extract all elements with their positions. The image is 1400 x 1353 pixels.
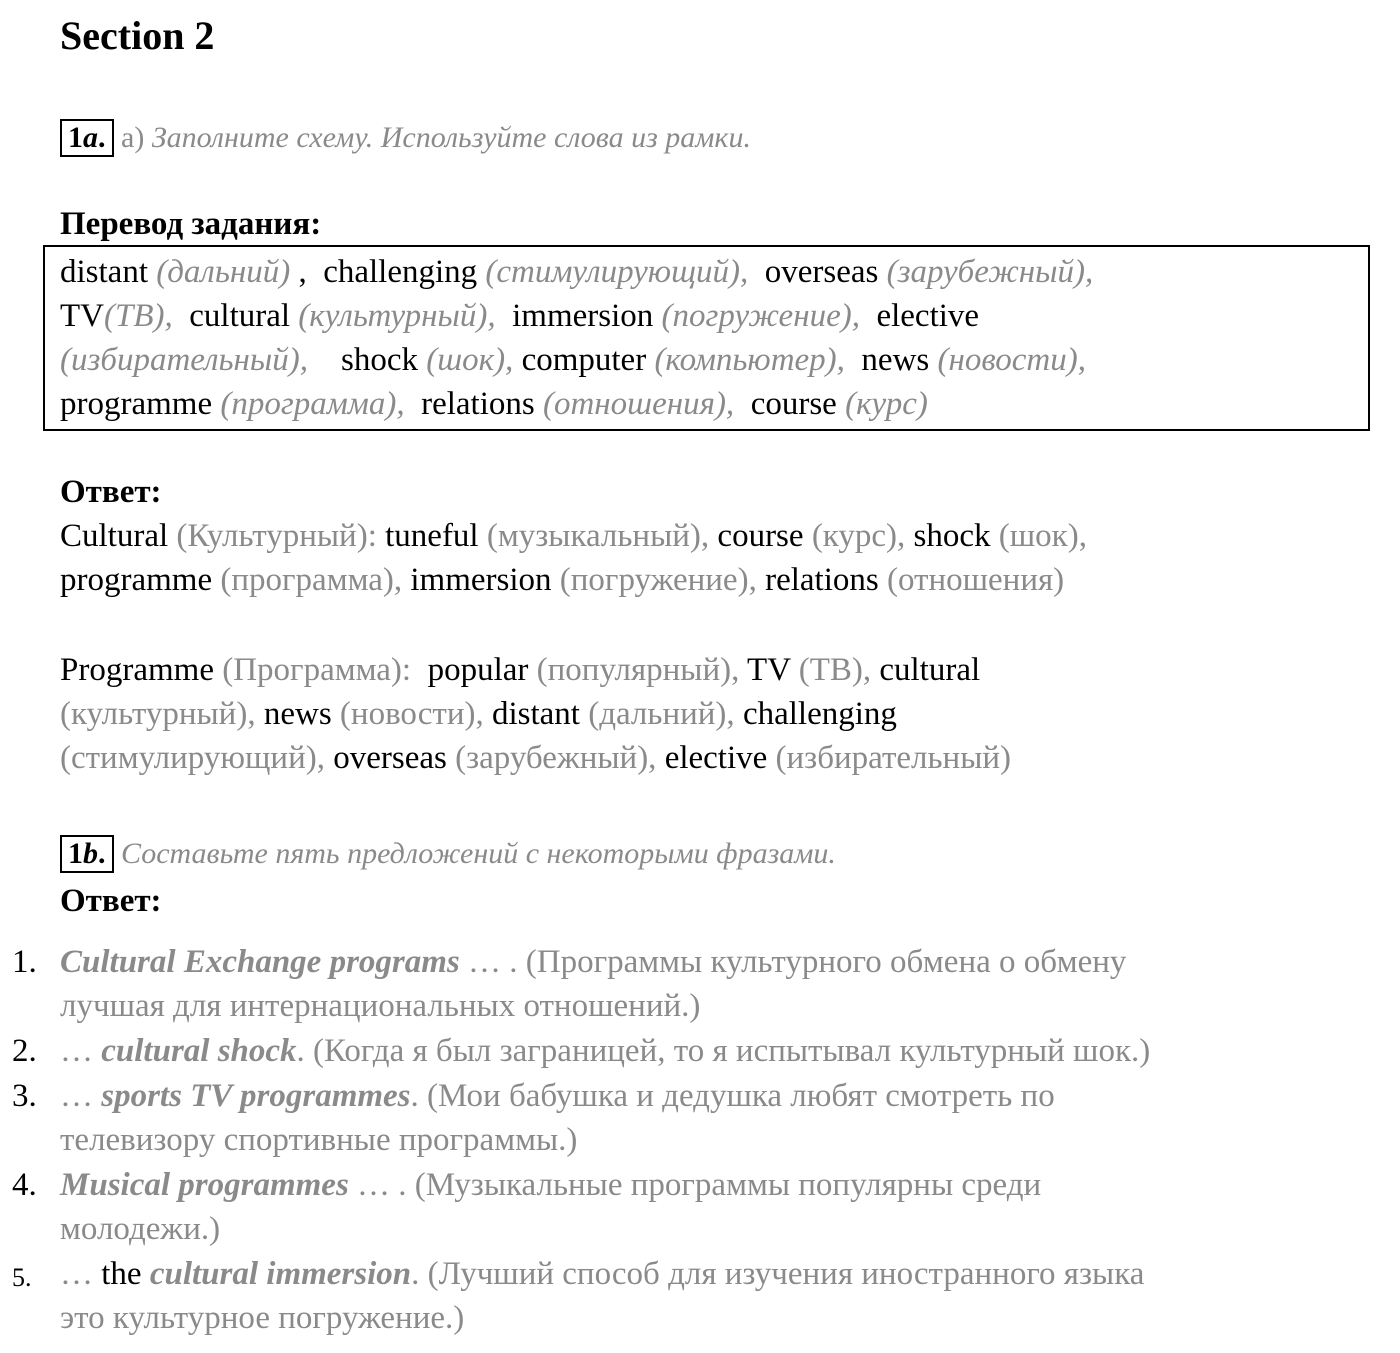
ellipsis: … xyxy=(60,1078,102,1114)
programme-answer-line-3 xyxy=(60,736,1011,780)
list-item-continuation: молодежи.) xyxy=(60,1211,221,1247)
word-box-line-1 xyxy=(60,250,1093,294)
sentence-text: . (Мои бабушка и дедушка любят смотреть по xyxy=(410,1078,1055,1114)
word-en: news xyxy=(861,342,930,378)
word-en: immersion xyxy=(512,298,654,334)
answer-word-en: tuneful xyxy=(385,518,479,554)
group-head-en: Programme xyxy=(60,652,214,688)
article-the: the xyxy=(101,1256,150,1292)
answer-heading-1a: Ответ: xyxy=(60,474,162,510)
word-en: course xyxy=(750,386,837,422)
answer-heading-1b: Ответ: xyxy=(60,883,162,919)
word-ru: (дальний) xyxy=(156,254,291,290)
list-number: 1. xyxy=(12,944,37,980)
list-item-continuation: телевизору спортивные программы.) xyxy=(60,1122,578,1158)
answer-word-ru: (курс), xyxy=(811,518,906,554)
word-ru: (отношения), xyxy=(542,386,735,422)
word-en: overseas xyxy=(764,254,879,290)
answer-word-en: shock xyxy=(913,518,991,554)
answer-word-ru: (стимулирующий), xyxy=(60,740,325,776)
list-item xyxy=(60,1252,1144,1296)
word-box-line-2 xyxy=(60,294,979,338)
sentence-text: … . (Программы культурного обмена о обмену xyxy=(459,944,1127,980)
word-ru: (новости), xyxy=(937,342,1086,378)
word-en: elective xyxy=(876,298,980,334)
answer-word-ru: (шок), xyxy=(998,518,1087,554)
exercise-1b-instruction: Составьте пять предложений с некоторыми фразами. xyxy=(121,837,836,870)
exercise-1b-header xyxy=(60,834,836,874)
sentence-text: . (Лучший способ для изучения иностранного языка xyxy=(411,1256,1145,1292)
word-en: computer xyxy=(521,342,647,378)
exercise-label-1a: 1a. xyxy=(60,119,114,157)
word-en: cultural xyxy=(189,298,291,334)
answer-word-en: elective xyxy=(664,740,768,776)
ellipsis: … xyxy=(60,1256,102,1292)
word-ru: (стимулирующий), xyxy=(485,254,749,290)
answer-word-en: relations xyxy=(765,562,879,598)
answer-word-ru: (погружение), xyxy=(559,562,757,598)
answer-word-en: distant xyxy=(491,696,580,732)
sentence-text: . (Когда я был заграницей, то я испытывал культурный шок.) xyxy=(296,1033,1151,1069)
answer-word-en: programme xyxy=(60,562,213,598)
programme-answer-line-1 xyxy=(60,648,980,692)
instruction-prefix: a) xyxy=(121,121,145,154)
answer-word-ru: (избирательный) xyxy=(775,740,1012,776)
answer-word-ru: (музыкальный), xyxy=(486,518,710,554)
list-item-continuation: это культурное погружение.) xyxy=(60,1300,465,1336)
answer-word-ru: (популярный), xyxy=(536,652,740,688)
list-item xyxy=(60,1074,1055,1118)
answer-word-ru: (зарубежный), xyxy=(455,740,657,776)
word-en: relations xyxy=(421,386,535,422)
answer-word-ru: (ТВ), xyxy=(798,652,872,688)
answer-word-en: immersion xyxy=(410,562,552,598)
key-phrase: sports TV programmes xyxy=(101,1078,411,1114)
word-ru: (компьютер), xyxy=(654,342,845,378)
cultural-answer-line-2 xyxy=(60,558,1064,602)
page-title: Section 2 xyxy=(60,13,215,58)
answer-word-ru: (новости), xyxy=(339,696,484,732)
answer-word-ru: (отношения) xyxy=(886,562,1065,598)
group-head-ru: (Программа): xyxy=(222,652,412,688)
word-ru: (культурный), xyxy=(298,298,496,334)
list-number: 3. xyxy=(12,1078,37,1114)
list-item-continuation: лучшая для интернациональных отношений.) xyxy=(60,988,701,1024)
key-phrase: Musical programmes xyxy=(60,1167,349,1203)
key-phrase: Cultural Exchange programs xyxy=(60,944,460,980)
key-phrase: cultural shock xyxy=(101,1033,297,1069)
list-item xyxy=(60,940,1126,984)
group-head-en: Cultural xyxy=(60,518,169,554)
answer-word-en: TV xyxy=(747,652,791,688)
answer-word-ru: (культурный), xyxy=(60,696,256,732)
word-en: challenging xyxy=(323,254,478,290)
word-ru: (шок), xyxy=(426,342,514,378)
word-box-line-4 xyxy=(60,382,928,426)
list-number: 4. xyxy=(12,1167,37,1203)
word-ru: (курс) xyxy=(845,386,928,422)
list-number: 5. xyxy=(12,1263,32,1292)
exercise-1a-instruction: Заполните схему. Используйте слова из рамки. xyxy=(151,121,751,154)
word-en: programme xyxy=(60,386,213,422)
word-ru: (ТВ), xyxy=(104,298,173,334)
word-ru: (избирательный), xyxy=(60,342,308,378)
answer-word-en: challenging xyxy=(742,696,897,732)
cultural-answer-line-1 xyxy=(60,514,1087,558)
answer-word-en: cultural xyxy=(879,652,981,688)
sentence-text: … . (Музыкальные программы популярны среди xyxy=(348,1167,1042,1203)
answer-word-en: course xyxy=(717,518,804,554)
word-ru: (программа), xyxy=(220,386,405,422)
word-en: distant xyxy=(60,254,148,290)
answer-word-en: overseas xyxy=(333,740,447,776)
programme-answer-line-2 xyxy=(60,692,897,736)
answer-word-ru: (дальний), xyxy=(588,696,735,732)
list-item xyxy=(60,1029,1150,1073)
answer-word-en: news xyxy=(263,696,332,732)
word-box-line-3 xyxy=(60,338,1086,382)
word-separator: , xyxy=(290,254,307,290)
word-ru: (погружение), xyxy=(661,298,860,334)
ellipsis: … xyxy=(60,1033,102,1069)
answer-word-en: popular xyxy=(427,652,529,688)
translation-heading: Перевод задания: xyxy=(60,206,322,242)
list-number: 2. xyxy=(12,1033,37,1069)
group-head-ru: (Культурный): xyxy=(176,518,377,554)
answer-word-ru: (программа), xyxy=(220,562,403,598)
exercise-label-1b: 1b. xyxy=(60,835,114,873)
list-item xyxy=(60,1163,1041,1207)
key-phrase: cultural immersion xyxy=(149,1256,412,1292)
exercise-1a-header xyxy=(60,118,751,158)
word-en: TV xyxy=(60,298,104,334)
word-en: shock xyxy=(340,342,418,378)
word-ru: (зарубежный), xyxy=(886,254,1094,290)
